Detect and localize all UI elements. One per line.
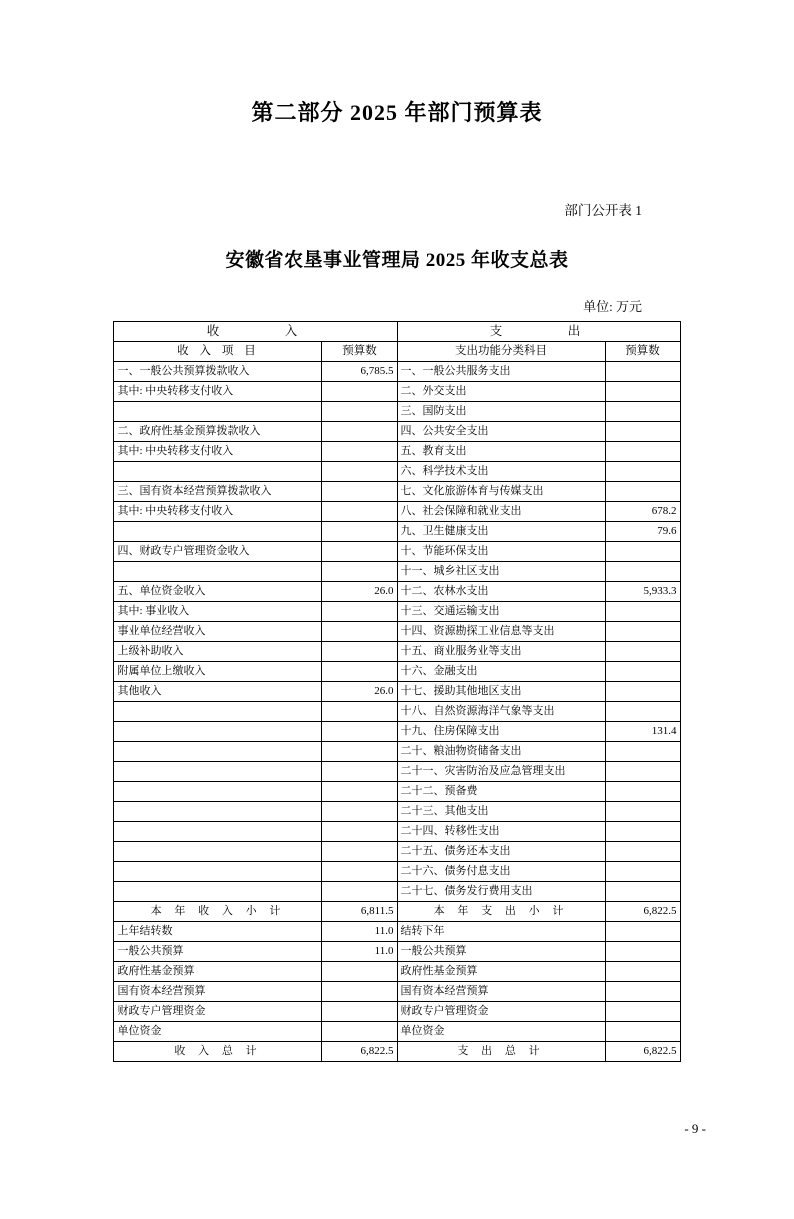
expense-budget-value bbox=[605, 1022, 680, 1042]
expense-budget-value: 131.4 bbox=[605, 722, 680, 742]
expense-item-label: 十五、商业服务业等支出 bbox=[397, 642, 605, 662]
expense-budget-value bbox=[605, 402, 680, 422]
income-item-label bbox=[114, 882, 322, 902]
table-row bbox=[114, 902, 680, 922]
income-budget-value bbox=[322, 702, 397, 722]
expense-budget-value bbox=[605, 442, 680, 462]
expense-item-label: 十、节能环保支出 bbox=[397, 542, 605, 562]
table-row bbox=[114, 562, 680, 582]
unit-label: 单位: 万元 bbox=[583, 299, 642, 314]
income-item-label bbox=[114, 802, 322, 822]
income-item-label: 二、政府性基金预算拨款收入 bbox=[114, 422, 322, 442]
expense-budget-value bbox=[605, 482, 680, 502]
table-row bbox=[114, 542, 680, 562]
table-row bbox=[114, 362, 680, 382]
table-row bbox=[114, 842, 680, 862]
expense-budget-value bbox=[605, 602, 680, 622]
table-row bbox=[114, 702, 680, 722]
income-budget-value bbox=[322, 622, 397, 642]
table-row bbox=[114, 982, 680, 1002]
income-budget-value bbox=[322, 482, 397, 502]
expense-item-label: 二十七、债务发行费用支出 bbox=[397, 882, 605, 902]
table-row bbox=[114, 502, 680, 522]
expense-budget-value bbox=[605, 422, 680, 442]
column-header-income-budget: 预算数 bbox=[322, 342, 397, 362]
column-header-expense-budget: 预算数 bbox=[605, 342, 680, 362]
income-item-label bbox=[114, 842, 322, 862]
income-item-label bbox=[114, 462, 322, 482]
income-item-label bbox=[114, 402, 322, 422]
expense-item-label: 二十二、预备费 bbox=[397, 782, 605, 802]
income-budget-value: 26.0 bbox=[322, 582, 397, 602]
income-budget-value: 6,785.5 bbox=[322, 362, 397, 382]
table-row bbox=[114, 482, 680, 502]
income-item-label bbox=[114, 702, 322, 722]
expense-budget-value bbox=[605, 802, 680, 822]
table-row bbox=[114, 522, 680, 542]
income-budget-value bbox=[322, 782, 397, 802]
table-row bbox=[114, 922, 680, 942]
expense-budget-value bbox=[605, 922, 680, 942]
income-budget-value bbox=[322, 542, 397, 562]
income-item-label: 收 入 总 计 bbox=[114, 1042, 322, 1062]
income-budget-value: 26.0 bbox=[322, 682, 397, 702]
income-item-label: 其他收入 bbox=[114, 682, 322, 702]
expense-budget-value bbox=[605, 982, 680, 1002]
table-row bbox=[114, 882, 680, 902]
expense-item-label: 二十四、转移性支出 bbox=[397, 822, 605, 842]
expense-item-label: 一般公共预算 bbox=[397, 942, 605, 962]
expense-item-label: 二十一、灾害防治及应急管理支出 bbox=[397, 762, 605, 782]
table-row bbox=[114, 402, 680, 422]
expense-budget-value: 6,822.5 bbox=[605, 902, 680, 922]
income-budget-value: 6,822.5 bbox=[322, 1042, 397, 1062]
income-budget-value bbox=[322, 962, 397, 982]
income-budget-value bbox=[322, 562, 397, 582]
income-budget-value bbox=[322, 882, 397, 902]
table-row bbox=[114, 862, 680, 882]
income-budget-value bbox=[322, 742, 397, 762]
expense-budget-value bbox=[605, 642, 680, 662]
expense-budget-value bbox=[605, 842, 680, 862]
table-row bbox=[114, 1002, 680, 1022]
expense-item-label: 七、文化旅游体育与传媒支出 bbox=[397, 482, 605, 502]
expense-budget-value bbox=[605, 942, 680, 962]
expense-item-label: 国有资本经营预算 bbox=[397, 982, 605, 1002]
income-budget-value bbox=[322, 1022, 397, 1042]
income-item-label: 其中: 中央转移支付收入 bbox=[114, 382, 322, 402]
expense-item-label: 六、科学技术支出 bbox=[397, 462, 605, 482]
column-header-income-item: 收 入 项 目 bbox=[114, 342, 322, 362]
income-budget-value bbox=[322, 982, 397, 1002]
table-row bbox=[114, 1022, 680, 1042]
expense-budget-value bbox=[605, 742, 680, 762]
expense-budget-value bbox=[605, 1002, 680, 1022]
expense-item-label: 四、公共安全支出 bbox=[397, 422, 605, 442]
income-item-label: 一般公共预算 bbox=[114, 942, 322, 962]
expense-item-label: 十八、自然资源海洋气象等支出 bbox=[397, 702, 605, 722]
income-item-label bbox=[114, 722, 322, 742]
expense-budget-value bbox=[605, 862, 680, 882]
income-budget-value bbox=[322, 522, 397, 542]
income-item-label bbox=[114, 522, 322, 542]
expense-budget-value bbox=[605, 542, 680, 562]
table-row bbox=[114, 762, 680, 782]
part-title: 第二部分 2025 年部门预算表 bbox=[251, 100, 543, 125]
income-budget-value: 11.0 bbox=[322, 922, 397, 942]
table-title: 安徽省农垦事业管理局 2025 年收支总表 bbox=[225, 250, 569, 271]
income-item-label: 其中: 中央转移支付收入 bbox=[114, 442, 322, 462]
expense-budget-value: 79.6 bbox=[605, 522, 680, 542]
expense-item-label: 二十三、其他支出 bbox=[397, 802, 605, 822]
expense-budget-value bbox=[605, 382, 680, 402]
expense-item-label: 二十六、债务付息支出 bbox=[397, 862, 605, 882]
expense-item-label: 支 出 总 计 bbox=[397, 1042, 605, 1062]
table-row bbox=[114, 422, 680, 442]
income-item-label: 三、国有资本经营预算拨款收入 bbox=[114, 482, 322, 502]
table-row bbox=[114, 782, 680, 802]
income-budget-value bbox=[322, 602, 397, 622]
income-item-label: 政府性基金预算 bbox=[114, 962, 322, 982]
table-row bbox=[114, 662, 680, 682]
expense-item-label: 九、卫生健康支出 bbox=[397, 522, 605, 542]
table-row bbox=[114, 642, 680, 662]
expense-budget-value: 5,933.3 bbox=[605, 582, 680, 602]
income-item-label: 附属单位上缴收入 bbox=[114, 662, 322, 682]
table-body bbox=[114, 362, 680, 1062]
income-budget-value: 11.0 bbox=[322, 942, 397, 962]
table-row bbox=[114, 462, 680, 482]
income-budget-value bbox=[322, 722, 397, 742]
income-item-label bbox=[114, 862, 322, 882]
expense-item-label: 财政专户管理资金 bbox=[397, 1002, 605, 1022]
income-item-label: 上级补助收入 bbox=[114, 642, 322, 662]
expense-item-label: 十三、交通运输支出 bbox=[397, 602, 605, 622]
table-row bbox=[114, 722, 680, 742]
table-row bbox=[114, 1042, 680, 1062]
expense-item-label: 五、教育支出 bbox=[397, 442, 605, 462]
income-item-label: 国有资本经营预算 bbox=[114, 982, 322, 1002]
income-budget-value bbox=[322, 762, 397, 782]
income-item-label: 其中: 事业收入 bbox=[114, 602, 322, 622]
table-row bbox=[114, 602, 680, 622]
table-row bbox=[114, 802, 680, 822]
table-row bbox=[114, 582, 680, 602]
expense-item-label: 十六、金融支出 bbox=[397, 662, 605, 682]
income-item-label: 事业单位经营收入 bbox=[114, 622, 322, 642]
income-item-label bbox=[114, 562, 322, 582]
expense-item-label: 十四、资源勘探工业信息等支出 bbox=[397, 622, 605, 642]
income-item-label: 五、单位资金收入 bbox=[114, 582, 322, 602]
income-budget-value bbox=[322, 642, 397, 662]
group-header-expense: 支 出 bbox=[397, 322, 680, 342]
expense-budget-value bbox=[605, 662, 680, 682]
income-item-label: 其中: 中央转移支付收入 bbox=[114, 502, 322, 522]
table-row bbox=[114, 942, 680, 962]
income-item-label bbox=[114, 782, 322, 802]
income-budget-value bbox=[322, 502, 397, 522]
income-budget-value bbox=[322, 842, 397, 862]
table-column-header-row bbox=[114, 342, 680, 362]
income-budget-value bbox=[322, 802, 397, 822]
income-budget-value bbox=[322, 442, 397, 462]
income-item-label: 上年结转数 bbox=[114, 922, 322, 942]
income-budget-value: 6,811.5 bbox=[322, 902, 397, 922]
expense-item-label: 政府性基金预算 bbox=[397, 962, 605, 982]
expense-budget-value bbox=[605, 622, 680, 642]
expense-budget-value bbox=[605, 562, 680, 582]
expense-item-label: 二十五、债务还本支出 bbox=[397, 842, 605, 862]
table-row bbox=[114, 822, 680, 842]
expense-item-label: 八、社会保障和就业支出 bbox=[397, 502, 605, 522]
budget-table bbox=[113, 321, 680, 1062]
column-header-expense-item: 支出功能分类科目 bbox=[397, 342, 605, 362]
table-row bbox=[114, 962, 680, 982]
expense-budget-value bbox=[605, 782, 680, 802]
table-row bbox=[114, 382, 680, 402]
page bbox=[0, 96, 794, 1219]
income-budget-value bbox=[322, 462, 397, 482]
income-budget-value bbox=[322, 662, 397, 682]
table-row bbox=[114, 442, 680, 462]
expense-budget-value bbox=[605, 462, 680, 482]
expense-budget-value bbox=[605, 702, 680, 722]
expense-item-label: 本 年 支 出 小 计 bbox=[397, 902, 605, 922]
expense-item-label: 结转下年 bbox=[397, 922, 605, 942]
expense-item-label: 十九、住房保障支出 bbox=[397, 722, 605, 742]
expense-budget-value: 678.2 bbox=[605, 502, 680, 522]
table-row bbox=[114, 622, 680, 642]
group-header-income: 收 入 bbox=[114, 322, 397, 342]
income-item-label: 单位资金 bbox=[114, 1022, 322, 1042]
expense-budget-value bbox=[605, 762, 680, 782]
income-item-label bbox=[114, 742, 322, 762]
expense-budget-value: 6,822.5 bbox=[605, 1042, 680, 1062]
expense-item-label: 二、外交支出 bbox=[397, 382, 605, 402]
income-budget-value bbox=[322, 1002, 397, 1022]
expense-budget-value bbox=[605, 362, 680, 382]
income-item-label: 财政专户管理资金 bbox=[114, 1002, 322, 1022]
income-item-label bbox=[114, 762, 322, 782]
income-item-label: 一、一般公共预算拨款收入 bbox=[114, 362, 322, 382]
expense-budget-value bbox=[605, 682, 680, 702]
expense-budget-value bbox=[605, 882, 680, 902]
income-item-label: 本 年 收 入 小 计 bbox=[114, 902, 322, 922]
expense-item-label: 十一、城乡社区支出 bbox=[397, 562, 605, 582]
expense-item-label: 十二、农林水支出 bbox=[397, 582, 605, 602]
page-number: - 9 - bbox=[684, 1121, 706, 1136]
income-budget-value bbox=[322, 822, 397, 842]
expense-item-label: 十七、援助其他地区支出 bbox=[397, 682, 605, 702]
expense-budget-value bbox=[605, 962, 680, 982]
income-budget-value bbox=[322, 422, 397, 442]
income-item-label: 四、财政专户管理资金收入 bbox=[114, 542, 322, 562]
expense-item-label: 单位资金 bbox=[397, 1022, 605, 1042]
income-budget-value bbox=[322, 402, 397, 422]
income-budget-value bbox=[322, 862, 397, 882]
income-item-label bbox=[114, 822, 322, 842]
table-group-header-row bbox=[114, 322, 680, 342]
expense-item-label: 二十、粮油物资储备支出 bbox=[397, 742, 605, 762]
expense-budget-value bbox=[605, 822, 680, 842]
expense-item-label: 三、国防支出 bbox=[397, 402, 605, 422]
income-budget-value bbox=[322, 382, 397, 402]
table-row bbox=[114, 682, 680, 702]
table-row bbox=[114, 742, 680, 762]
expense-item-label: 一、一般公共服务支出 bbox=[397, 362, 605, 382]
doc-label: 部门公开表 1 bbox=[564, 203, 642, 218]
